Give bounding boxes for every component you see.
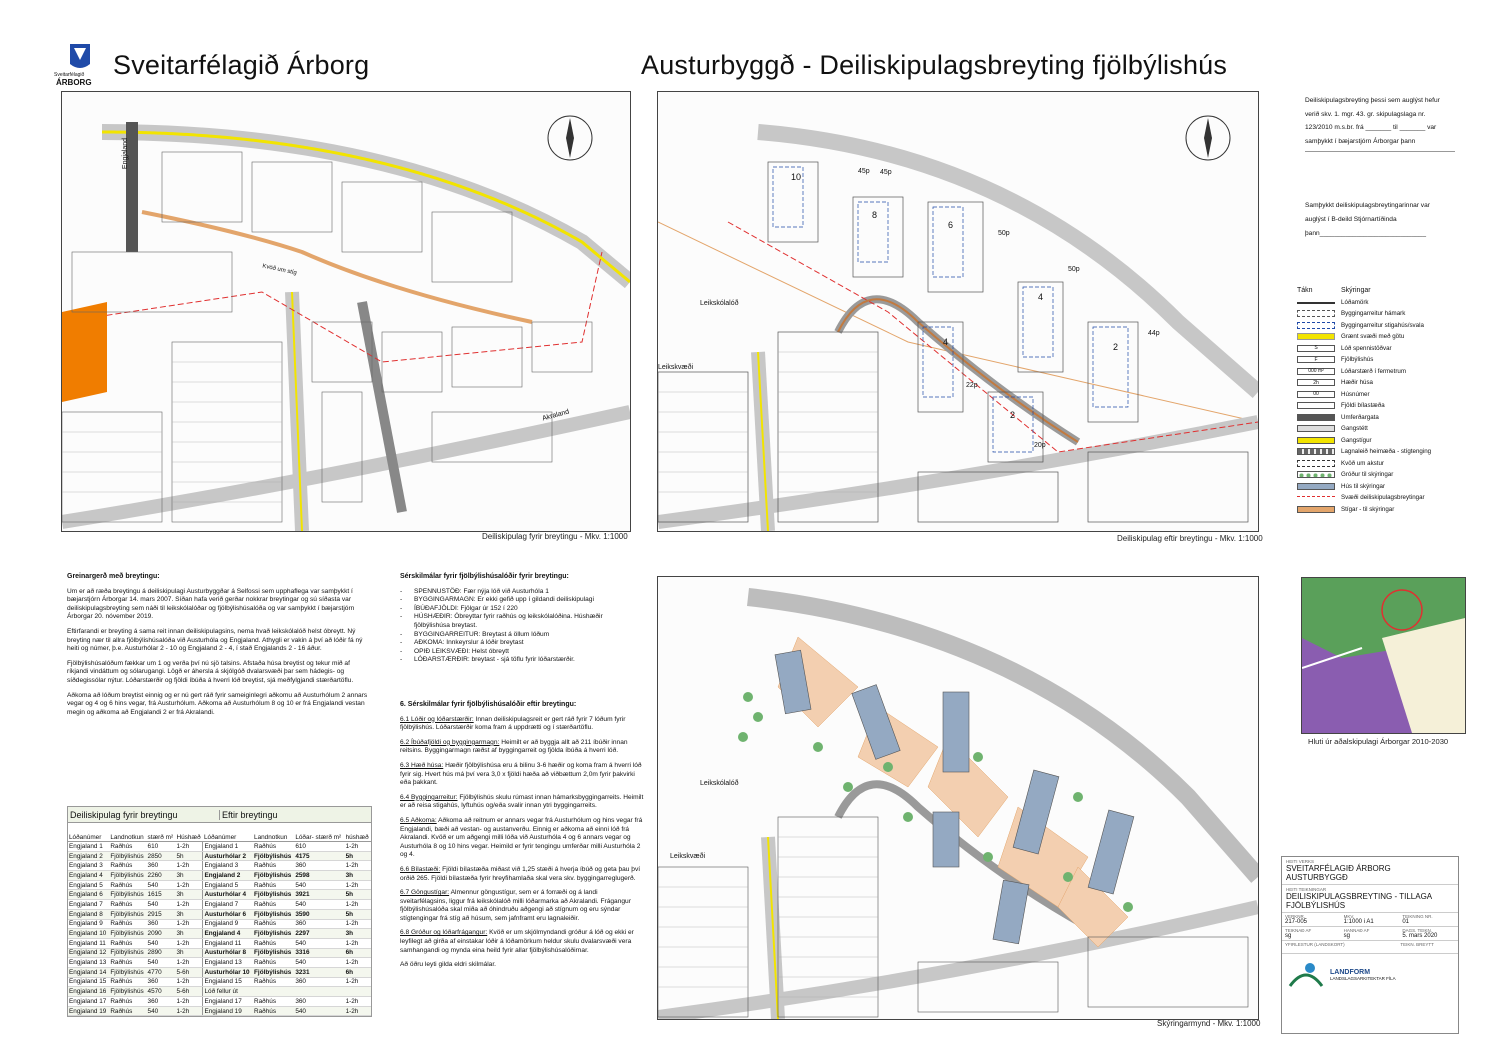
legend-symbol bbox=[1297, 322, 1335, 329]
legend-symbol: 00 bbox=[1297, 391, 1335, 398]
legend-item bbox=[1297, 331, 1455, 343]
lot-number: 4 bbox=[943, 337, 949, 347]
legend-symbol bbox=[1297, 496, 1335, 499]
lot-number: 10 bbox=[791, 172, 802, 182]
table-row: Engjaland 9 Raðhús 360 1-2h Engjaland 9 Raðhús 360 1-2h bbox=[68, 919, 371, 929]
list-item: - HÚSHÆÐIR: Óbreyttar fyrir raðhús og leikskólalóðina. Húshæðir fjölbýlishúsa breytast. bbox=[400, 613, 603, 629]
label-engjaland: Engjaland bbox=[122, 137, 130, 170]
legend-item bbox=[1297, 320, 1455, 332]
legend-item bbox=[1297, 308, 1455, 320]
parking-count: 45p bbox=[880, 169, 892, 176]
legend-label: Byggingarreitur stigahús/svala bbox=[1341, 321, 1424, 329]
legend-symbol bbox=[1297, 425, 1335, 432]
legend-item bbox=[1297, 504, 1455, 516]
table-row: Engjaland 11 Raðhús 540 1-2h Engjaland 11 Raðhús 540 1-2h bbox=[68, 938, 371, 948]
table-header: Lóðanúmer bbox=[68, 823, 109, 842]
lot-number: 8 bbox=[872, 210, 878, 220]
legend-item bbox=[1297, 412, 1455, 424]
table-row: Engjaland 6 Fjölbýlishús 1615 3h Austurhólar 4 Fjölbýlishús 3921 5h bbox=[68, 890, 371, 900]
legend-label: Stígar - til skýringar bbox=[1341, 505, 1395, 513]
table-header: húshæð bbox=[345, 823, 371, 842]
parking-count: 44p bbox=[1148, 330, 1160, 337]
table-row: Engjaland 4 Fjölbýlishús 2260 3h Engjaland 2 Fjölbýlishús 2598 3h bbox=[68, 871, 371, 881]
legend-label: Fjöldi bílastæða bbox=[1341, 402, 1385, 410]
page-title: Austurbyggð - Deiliskipulagsbreyting fjölbýlishús bbox=[641, 50, 1228, 80]
list-item: - SPENNUSTÖÐ: Fær nýja lóð við Austurhóla 1 bbox=[400, 587, 549, 595]
label-leiksvaedi: Leikskvæði bbox=[670, 853, 706, 860]
legend-label: Gangstígur bbox=[1341, 436, 1372, 444]
legend-label: Grænt svæði með götu bbox=[1341, 333, 1405, 341]
caption-after: Deiliskipulag eftir breytingu - Mkv. 1:1000 bbox=[1117, 534, 1263, 543]
parking-count: 50p bbox=[1068, 266, 1080, 273]
table-row: Engjaland 7 Raðhús 540 1-2h Engjaland 7 Raðhús 540 1-2h bbox=[68, 900, 371, 910]
legend-symbol bbox=[1297, 483, 1335, 490]
legend-symbol bbox=[1297, 437, 1335, 444]
legend-label: Lóðamörk bbox=[1341, 298, 1369, 306]
list-item: - ÍBÚÐAFJÖLDI: Fjölgar úr 152 í 220 bbox=[400, 604, 518, 612]
table-header: Lóðar- stærð m² bbox=[294, 823, 344, 842]
table-row: Engjaland 15 Raðhús 360 1-2h Engjaland 15 Raðhús 360 1-2h bbox=[68, 977, 371, 987]
lot-number: 2 bbox=[1113, 342, 1119, 352]
legend-label: Lóðarstærð í fermetrum bbox=[1341, 367, 1406, 375]
legend-item bbox=[1297, 492, 1455, 504]
legend-symbol bbox=[1297, 414, 1335, 421]
table-title-after: Eftir breytingu bbox=[219, 810, 371, 820]
label-leiksvaedi: Leikskvæði bbox=[658, 364, 694, 371]
table-row: Engjaland 14 Fjölbýlishús 4770 5-6h Austurhólar 10 Fjölbýlishús 3231 6h bbox=[68, 967, 371, 977]
table-row: Engjaland 1 Raðhús 610 1-2h Engjaland 1 Raðhús 610 1-2h bbox=[68, 842, 371, 852]
table-row: Engjaland 3 Raðhús 360 1-2h Engjaland 3 Raðhús 360 1-2h bbox=[68, 861, 371, 871]
label-leikskolalod: Leikskólalóð bbox=[700, 780, 739, 787]
legend-symbol bbox=[1297, 402, 1335, 409]
lot-number: 6 bbox=[948, 220, 954, 230]
legend-label: Byggingarreitur hámark bbox=[1341, 310, 1406, 318]
legend-symbol: F bbox=[1297, 356, 1335, 363]
table-header: Landnotkun bbox=[109, 823, 146, 842]
legend-symbol: S bbox=[1297, 345, 1335, 352]
legend-symbol bbox=[1297, 506, 1335, 513]
legend-label: Hæðir húsa bbox=[1341, 379, 1373, 387]
parking-count: 20p bbox=[1034, 442, 1046, 449]
map-adal bbox=[1301, 577, 1466, 734]
table-header: Landnotkun bbox=[253, 823, 294, 842]
table-row: Engjaland 2 Fjölbýlishús 2850 5h Austurhólar 2 Fjölbýlishús 4175 5h bbox=[68, 851, 371, 861]
list-item: - AÐKOMA: Innkeyrslur á lóðir breytast bbox=[400, 639, 524, 647]
approval-stamp: Deiliskipulagsbreyting þessi sem auglýst hefur verið skv. 1. mgr. 43. gr. skipulagslaga nr. 123/2010 m.s.br. frá _______ til _______ var samþykkt í bæjarstjórn Árborgar þann Samþykkt deiliskipulagsbreytingarinnar var auglýst í B-deild Stjórnartíðinda þann_____________________________ bbox=[1305, 97, 1455, 238]
skilmalar-eftir: 6. Sérskilmálar fyrir fjölbýlishúsalóðir eftir breytingu: 6.1 Lóðir og lóðarstærðir: Innan deiliskipulagsreit er gert ráð fyrir 7 lóðum fyrir fjölbýlishús. Lóðarstærðir koma fram á uppdrætti og í stærðartöflu. 6.2 Íbúðafjöldi og byggingarmagn: Heimilt er að byggja allt að 211 íbúðir innan reitsins. Byggingarmagn ræðst af byggingarreit og fjölda íbúða á hverri lóð. 6.3 Hæð húsa: Hæðir fjölbýlishúsa eru á bilinu 3-6 hæðir og koma fram á hverri lóð fyrir sig. Hvert hús má því vera 3,0 x fjöldi hæða að viðbættum 2,0m fyrir þakvirki eða þakkant. 6.4 Byggingarreitur: Fjölbýlishús skulu rúmast innan hámarksbyggingarreits. Heimilt er að reisa stigahús, lyftuhús og/eða svalir innan ytri byggingarreits. 6.5 Aðkoma: Aðkoma að reitnum er annars vegar frá Austurhólum og hins vegar frá Engjalandi, bæði að vestan- og austanverðu. Einnig er aðkoma að einni lóð frá Akralandi. Kvöð er um aðgengi milli lóða við Austurhóla 4 og 6 annars vegar og Austurhóla 8 og 10 hins vegar. Heimild er fyrir tengingu umferðar milli Austurhóla 2 og 4. 6.6 Bílastæði: Fjöldi bílastæða miðast við 1,25 stæði á hverja íbúð og geta þau því orðið 265. Fjöldi bílastæða fyrir hreyfihamlaða skal vera skv. byggingarreglugerð. 6.7 Göngustígar: Almennur göngustígur, sem er á forræði og á landi sveitarfélagsins, liggur frá leikskólalóð milli lóðarmarka að Akralandi. Frágangur fjölbýlishúsalóða skal miða að óhindruðu aðgengi að stígnum og eru sýndar stígtengingar frá stíg að húsum, sem jafnframt eru lagnaleiðir. 6.8 Gróður og lóðarfrágangur: Kvöð er um skjólmyndandi gróður á lóð og ekki er leyfilegt að girða af einstakar lóðir á lóðamörkum heldur skulu dvalarsvæði vera samhangandi og mynda eina heild fyrir allar fjölbýlishúsalóðirnar. Að öðru leyti gilda eldri skilmálar. bbox=[400, 701, 644, 969]
list-item: - OPIÐ LEIKSVÆÐI: Helst óbreytt bbox=[400, 647, 509, 655]
legend-item bbox=[1297, 423, 1455, 435]
lot-number: 4 bbox=[1038, 292, 1044, 302]
legend-item bbox=[1297, 377, 1455, 389]
parking-count: 22p bbox=[966, 382, 978, 389]
legend-label: Húsnúmer bbox=[1341, 390, 1370, 398]
table-row: Engjaland 16 Fjölbýlishús 4570 5-6h Lóð fellur út bbox=[68, 987, 371, 997]
legend-item bbox=[1297, 469, 1455, 481]
legend-label: Fjölbýlishús bbox=[1341, 356, 1374, 364]
legend-item bbox=[1297, 481, 1455, 493]
legend-symbol: 000 m² bbox=[1297, 368, 1335, 375]
table-header: Húshæð bbox=[176, 823, 203, 842]
legend-symbol bbox=[1297, 300, 1335, 304]
serskilmalar: Sérskilmálar fyrir fjölbýlishúsalóðir fyrir breytingu: - SPENNUSTÖÐ: Fær nýja lóð við Austurhóla 1 - BYGGINGARMAGN: Er ekki gefið upp í gildandi deiliskipulagi - ÍBÚÐAFJÖLDI: Fjölgar úr 152 í 220 - HÚSHÆÐIR: Óbreyttar fyrir raðhús og leikskólalóðina. Húshæðir fjölbýlishúsa breytast. - BYGGINGARREITUR: Breytast á öllum lóðum - AÐKOMA: Innkeyrslur á lóðir breytast - OPIÐ LEIKSVÆÐI: Helst óbreytt - LÓÐARSTÆRÐIR: breytast - sjá töflu fyrir lóðarstærðir. bbox=[400, 573, 640, 665]
map-skyring bbox=[657, 576, 1259, 1020]
table-row: Engjaland 13 Raðhús 540 1-2h Engjaland 13 Raðhús 540 1-2h bbox=[68, 958, 371, 968]
title-block: HEITI VERKS SVEITARFÉLAGIÐ ÁRBORG AUSTURBYGGÐ HEITI TEIKNINGAR DEILISKIPULAGSBREYTING - TILLAGA FJÖLBÝLISHÚS VERKNR. 217-005 MKV. 1:1000 i A1 TEIKNING NR. 01 TEIKNAÐ AF sg HANNAÐ AF sg DAGS. TEIKN. 5. mars 2020 YFIRLESTUR (LANDSKORT) TEIKN. BREYTT LANDFORM LANDSLAGSARKITEKTAR FÍLA bbox=[1281, 856, 1459, 1034]
table-row: Engjaland 5 Raðhús 540 1-2h Engjaland 5 Raðhús 540 1-2h bbox=[68, 880, 371, 890]
legend-symbol bbox=[1297, 310, 1335, 317]
table-header: stærð m² bbox=[147, 823, 176, 842]
legend-item bbox=[1297, 446, 1455, 458]
lot-number: 2 bbox=[1010, 410, 1016, 420]
legend-item bbox=[1297, 389, 1455, 401]
legend-label: Lóð spennistöðvar bbox=[1341, 344, 1392, 352]
table-row: Engjaland 19 Raðhús 540 1-2h Engjaland 19 Raðhús 540 1-2h bbox=[68, 1006, 371, 1016]
table-header: Lóðanúmer bbox=[203, 823, 253, 842]
legend-symbol: 2h bbox=[1297, 379, 1335, 386]
label-leikskolalod: Leikskólalóð bbox=[700, 300, 739, 307]
landform-logo-icon bbox=[1286, 958, 1326, 992]
lot-size-table bbox=[67, 806, 372, 1017]
legend-item bbox=[1297, 354, 1455, 366]
logo-top: Sveitarfélagið bbox=[54, 72, 85, 78]
caption-adal: Hluti úr aðalskipulagi Árborgar 2010-2030 bbox=[1308, 737, 1449, 746]
legend-symbol bbox=[1297, 333, 1335, 340]
table-row: Engjaland 12 Fjölbýlishús 2890 3h Austurhólar 8 Fjölbýlishús 3316 6h bbox=[68, 948, 371, 958]
list-item: - BYGGINGARMAGN: Er ekki gefið upp í gildandi deiliskipulagi bbox=[400, 596, 594, 604]
legend-symbol bbox=[1297, 471, 1335, 478]
table-row: Engjaland 10 Fjölbýlishús 2090 3h Engjaland 4 Fjölbýlishús 2297 3h bbox=[68, 929, 371, 939]
legend-label: Svæði deiliskipulagsbreytingar bbox=[1341, 494, 1425, 502]
legend-item bbox=[1297, 297, 1455, 309]
legend-symbol bbox=[1297, 448, 1335, 455]
legend-label: Lagnaleið heimæða - stígtenging bbox=[1341, 448, 1432, 456]
logo bbox=[56, 42, 104, 90]
logo-bottom: ÁRBORG bbox=[56, 78, 92, 87]
label-akraland: Akraland bbox=[541, 408, 571, 423]
parking-count: 45p bbox=[858, 168, 870, 175]
table-row: Engjaland 17 Raðhús 360 1-2h Engjaland 17 Raðhús 360 1-2h bbox=[68, 997, 371, 1007]
municipality-title: Sveitarfélagið Árborg bbox=[113, 50, 370, 80]
list-item: - LÓÐARSTÆRÐIR: breytast - sjá töflu fyrir lóðarstærðir. bbox=[400, 656, 575, 664]
legend-label: Gangstétt bbox=[1341, 425, 1368, 433]
legend-item bbox=[1297, 458, 1455, 470]
map-after bbox=[657, 91, 1259, 532]
legend-label: Gróður til skýringar bbox=[1341, 471, 1394, 479]
map-before bbox=[61, 91, 631, 532]
parking-count: 50p bbox=[998, 230, 1010, 237]
legend-label: Kvöð um akstur bbox=[1341, 459, 1384, 467]
legend: Tákn Skýringar Lóðamörk Byggingarreitur hámark Byggingarreitur stigahús/svala Grænt svæði með götu S Lóð spennistöðvar F Fjölbýlishús 000 m² Lóðarstærð í fermetrum 2h Hæðir húsa 00 Húsnúmer Fjöldi bílastæða Umferðargata Gangstétt Gangstígur Lagnaleið heimæða - stígtenging Kvöð um akstur Gróður til skýringar Hús til skýringar Svæði deiliskipulagsbreytingar Stígar - til skýringar bbox=[1297, 285, 1455, 515]
caption-before: Deiliskipulag fyrir breytingu - Mkv. 1:1000 bbox=[482, 532, 628, 541]
legend-label: Hús til skýringar bbox=[1341, 482, 1386, 490]
caption-skyring: Skýringarmynd - Mkv. 1:1000 bbox=[1157, 1019, 1261, 1028]
legend-item bbox=[1297, 435, 1455, 447]
legend-label: Umferðargata bbox=[1341, 413, 1379, 421]
greinargerd: Greinargerð með breytingu: Um er að ræða breytingu á deiliskipulagi Austurbyggðar á Selfossi sem upphaflega var samþykkt í bæjarstjórn Árborgar 14. mars 2007. Síðan hafa verið gerðar nokkrar breytingar og sú síðasta var deiliskipulagsbreyting sem náði til leikskólalóðar og fjölbýlishúsalóða og var samþykkt í bæjarstjórn Árborgar 20. nóvember 2019. Eftirfarandi er breyting á sama reit innan deiliskipulagsins, nema hvað leikskólalóð helst óbreytt. Ný breyting nær til allra fjölbýlishúsalóða við Austurhóla og Engjaland. Athygli er vakin á því að lóðir fá ný heiti og númer, þ.e. Austurhólar 2 - 10 og Engjaland 2 - 4, í stað Engjalands 2 - 16 áður. Fjölbýlishúsalóðum fækkar um 1 og verða því nú sjö talsins. Afstaða húsa breytist og tekur mið af ríkjandi vindáttum og sólarugangi. Lögð er áhersla á skjólgóð dvalarsvæði þar sem hádegis- og síðdegissólar nýtur. Lóðarstærðir og fjöldi íbúða á hverri lóð breytist, sjá meðfylgjandi stærðartöflu. Aðkoma að lóðum breytist einnig og er nú gert ráð fyrir sameiginlegri aðkomu að Austurhólum 2 annars vegar og 4 og 6 hins vegar, frá Austurhólum. Aðkoma að Austurhólum 8 og 10 er frá Engjalandi vestan megin og aðkoma að Engjalandi 2 er frá Akralandi. bbox=[67, 573, 368, 716]
label-kvod: Kvöð um stíg bbox=[261, 263, 298, 277]
list-item: - BYGGINGARREITUR: Breytast á öllum lóðum bbox=[400, 630, 550, 638]
legend-item bbox=[1297, 366, 1455, 378]
legend-symbol bbox=[1297, 460, 1335, 467]
table-row: Engjaland 8 Fjölbýlishús 2915 3h Austurhólar 6 Fjölbýlishús 3590 5h bbox=[68, 909, 371, 919]
legend-item bbox=[1297, 400, 1455, 412]
table-title-before: Deiliskipulag fyrir breytingu bbox=[70, 809, 178, 820]
legend-item bbox=[1297, 343, 1455, 355]
